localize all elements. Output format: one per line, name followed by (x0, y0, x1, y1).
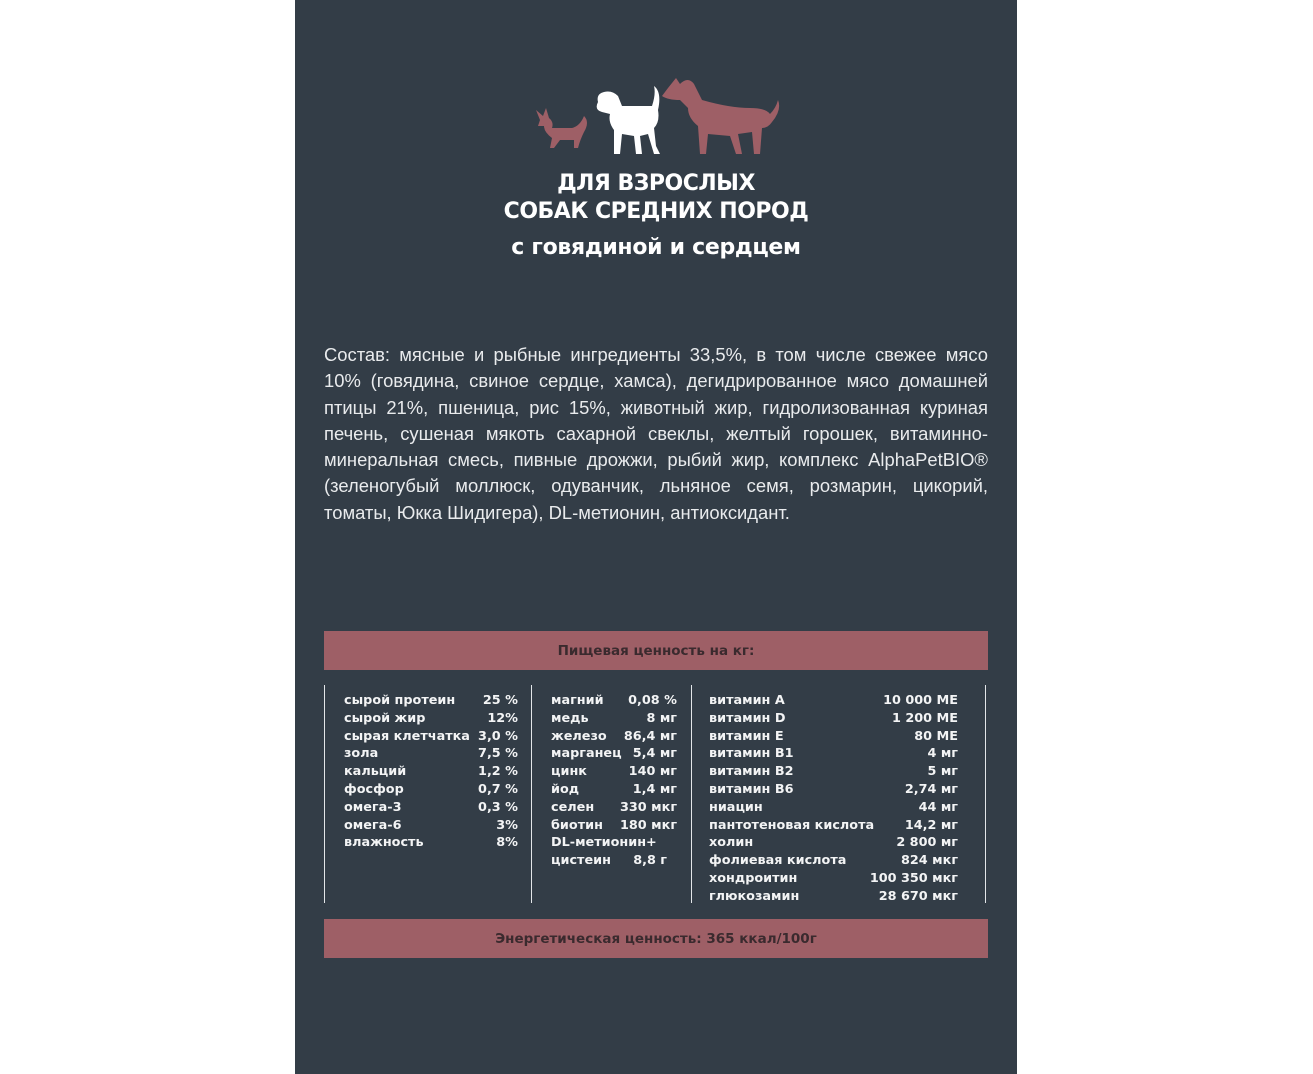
nutrient-name: магний (551, 693, 604, 708)
nutrient-value: 14,2 мг (904, 817, 958, 833)
composition-text: Состав: мясные и рыбные ингредиенты 33,5%, в том числе свежее мясо 10% (говядина, свиное сердце, хамса), дегидрированное мясо домашней птицы 21%, пшеница, рис 15%, животный жир, гидролизованная куриная печень, сушеная мякоть сахарной свеклы, желтый горошек, витаминно-минеральная смесь, пивные дрожжи, рыбий жир, комплекс AlphaPetBIO® (зеленогубый моллюск, одуванчик, льняное семя, розмарин, цикорий, томаты, Юкка Шидигера), DL-метионин, антиоксидант. (324, 344, 988, 523)
divider (531, 685, 532, 903)
subtitle: с говядиной и сердцем (511, 235, 801, 260)
nutrient-name: витамин В1 (709, 746, 794, 762)
nutrient-value: 8% (496, 835, 518, 851)
nutrient-name: сырой жир (344, 710, 426, 726)
nutrient-row (344, 728, 518, 746)
nutrient-value: 330 мкг (620, 799, 677, 815)
nutrient-row (709, 763, 958, 781)
nutrient-value: 8 мг (646, 710, 677, 726)
nutrient-row (709, 781, 958, 799)
nutrient-value: 180 мкг (620, 817, 677, 833)
nutrient-value: 8,8 г (633, 853, 667, 869)
nutrition-column-2 (551, 692, 677, 870)
nutrient-row (551, 728, 677, 746)
nutrient-value: 3% (496, 817, 518, 833)
nutrient-value: 3,0 % (478, 728, 518, 744)
nutrient-value: 25 % (482, 693, 518, 708)
nutrient-value: 7,5 % (478, 746, 518, 762)
nutrient-value: 0,7 % (478, 781, 518, 797)
nutrient-name: DL-метионин+ (551, 835, 657, 851)
nutrient-name: йод (551, 781, 580, 797)
nutrient-row (551, 781, 677, 799)
nutrient-row (709, 888, 958, 906)
dog-icons-group (530, 70, 780, 160)
nutrient-value: 0,08 % (628, 693, 677, 708)
nutrition-column-1 (344, 692, 518, 852)
nutrient-name: ниацин (709, 799, 763, 815)
nutrient-value: 1,4 мг (632, 781, 677, 797)
nutrient-value: 1 200 МЕ (891, 710, 958, 726)
nutrient-value: 100 350 мкг (869, 870, 958, 886)
nutrient-row (344, 745, 518, 763)
nutrient-name: марганец (551, 746, 622, 762)
nutrient-row (551, 710, 677, 728)
divider (985, 685, 986, 903)
nutrient-row (709, 728, 958, 746)
nutrient-row (344, 692, 518, 710)
nutrient-name: кальций (344, 764, 407, 780)
nutrient-name: витамин D (709, 710, 786, 726)
nutrient-name: сырой протеин (344, 693, 456, 708)
nutrient-value: 5,4 мг (632, 746, 677, 762)
nutrient-row (344, 799, 518, 817)
nutrient-row (551, 763, 677, 781)
nutrient-name: омега-6 (344, 817, 402, 833)
nutrient-name: омега-3 (344, 799, 402, 815)
nutrient-row (709, 745, 958, 763)
nutrient-value: 86,4 мг (623, 728, 677, 744)
nutrient-row (709, 710, 958, 728)
nutrient-name: фолиевая кислота (709, 853, 847, 869)
nutrition-column-3 (709, 692, 958, 906)
nutrient-name: сырая клетчатка (344, 728, 470, 744)
nutrient-row (344, 763, 518, 781)
nutrient-value: 12% (487, 710, 518, 726)
nutrient-name: влажность (344, 835, 424, 851)
nutrition-header: Пищевая ценность на кг: (324, 631, 988, 670)
nutrient-name: медь (551, 710, 589, 726)
nutrient-row (551, 692, 677, 710)
medium-dog-icon (597, 86, 660, 154)
nutrient-row (551, 834, 677, 852)
nutrient-name: витамин Е (709, 728, 784, 744)
nutrient-value: 2,74 мг (904, 781, 958, 797)
nutrient-name: биотин (551, 817, 603, 833)
nutrient-name: витамин А (709, 693, 785, 708)
nutrient-name: цинк (551, 764, 587, 780)
nutrient-name: железо (551, 728, 607, 744)
nutrient-value: 10 000 МЕ (883, 693, 958, 708)
nutrient-value: 44 мг (918, 799, 958, 815)
nutrient-value: 140 мг (628, 764, 677, 780)
nutrient-row (551, 852, 677, 870)
nutrient-row (709, 799, 958, 817)
nutrient-row (551, 799, 677, 817)
nutrient-row (709, 852, 958, 870)
energy-value-band: Энергетическая ценность: 365 ккал/100г (324, 919, 988, 958)
nutrient-row (709, 834, 958, 852)
nutrient-value: 0,3 % (478, 799, 518, 815)
nutrient-value: 5 мг (927, 764, 958, 780)
nutrient-name: селен (551, 799, 595, 815)
nutrient-name: пантотеновая кислота (709, 817, 875, 833)
nutrient-name: цистеин (551, 853, 611, 869)
nutrient-row (709, 692, 958, 710)
nutrient-value: 28 670 мкг (878, 888, 958, 904)
nutrient-row (344, 817, 518, 835)
nutrient-name: зола (344, 746, 379, 762)
divider (324, 685, 325, 903)
large-dog-icon (662, 78, 779, 154)
nutrient-value: 4 мг (927, 746, 958, 762)
nutrient-row (551, 745, 677, 763)
nutrient-name: глюкозамин (709, 888, 800, 904)
nutrient-value: 1,2 % (478, 764, 518, 780)
nutrient-name: витамин В2 (709, 764, 794, 780)
title-line-1: ДЛЯ ВЗРОСЛЫХ (557, 171, 755, 196)
divider (691, 685, 692, 903)
nutrient-value: 80 МЕ (914, 728, 958, 744)
nutrient-name: холин (709, 835, 754, 851)
nutrient-row (344, 710, 518, 728)
nutrient-row (709, 817, 958, 835)
nutrient-name: фосфор (344, 781, 404, 797)
nutrient-value: 2 800 мг (896, 835, 958, 851)
nutrient-row (344, 834, 518, 852)
nutrient-row (709, 870, 958, 888)
nutrient-name: хондроитин (709, 870, 798, 886)
nutrient-row (551, 817, 677, 835)
nutrient-row (344, 781, 518, 799)
nutrient-name: витамин В6 (709, 781, 794, 797)
product-label-panel (295, 0, 1017, 1074)
small-dog-icon (536, 108, 587, 148)
title-line-2: СОБАК СРЕДНИХ ПОРОД (503, 199, 809, 224)
nutrient-value: 824 мкг (901, 853, 958, 869)
